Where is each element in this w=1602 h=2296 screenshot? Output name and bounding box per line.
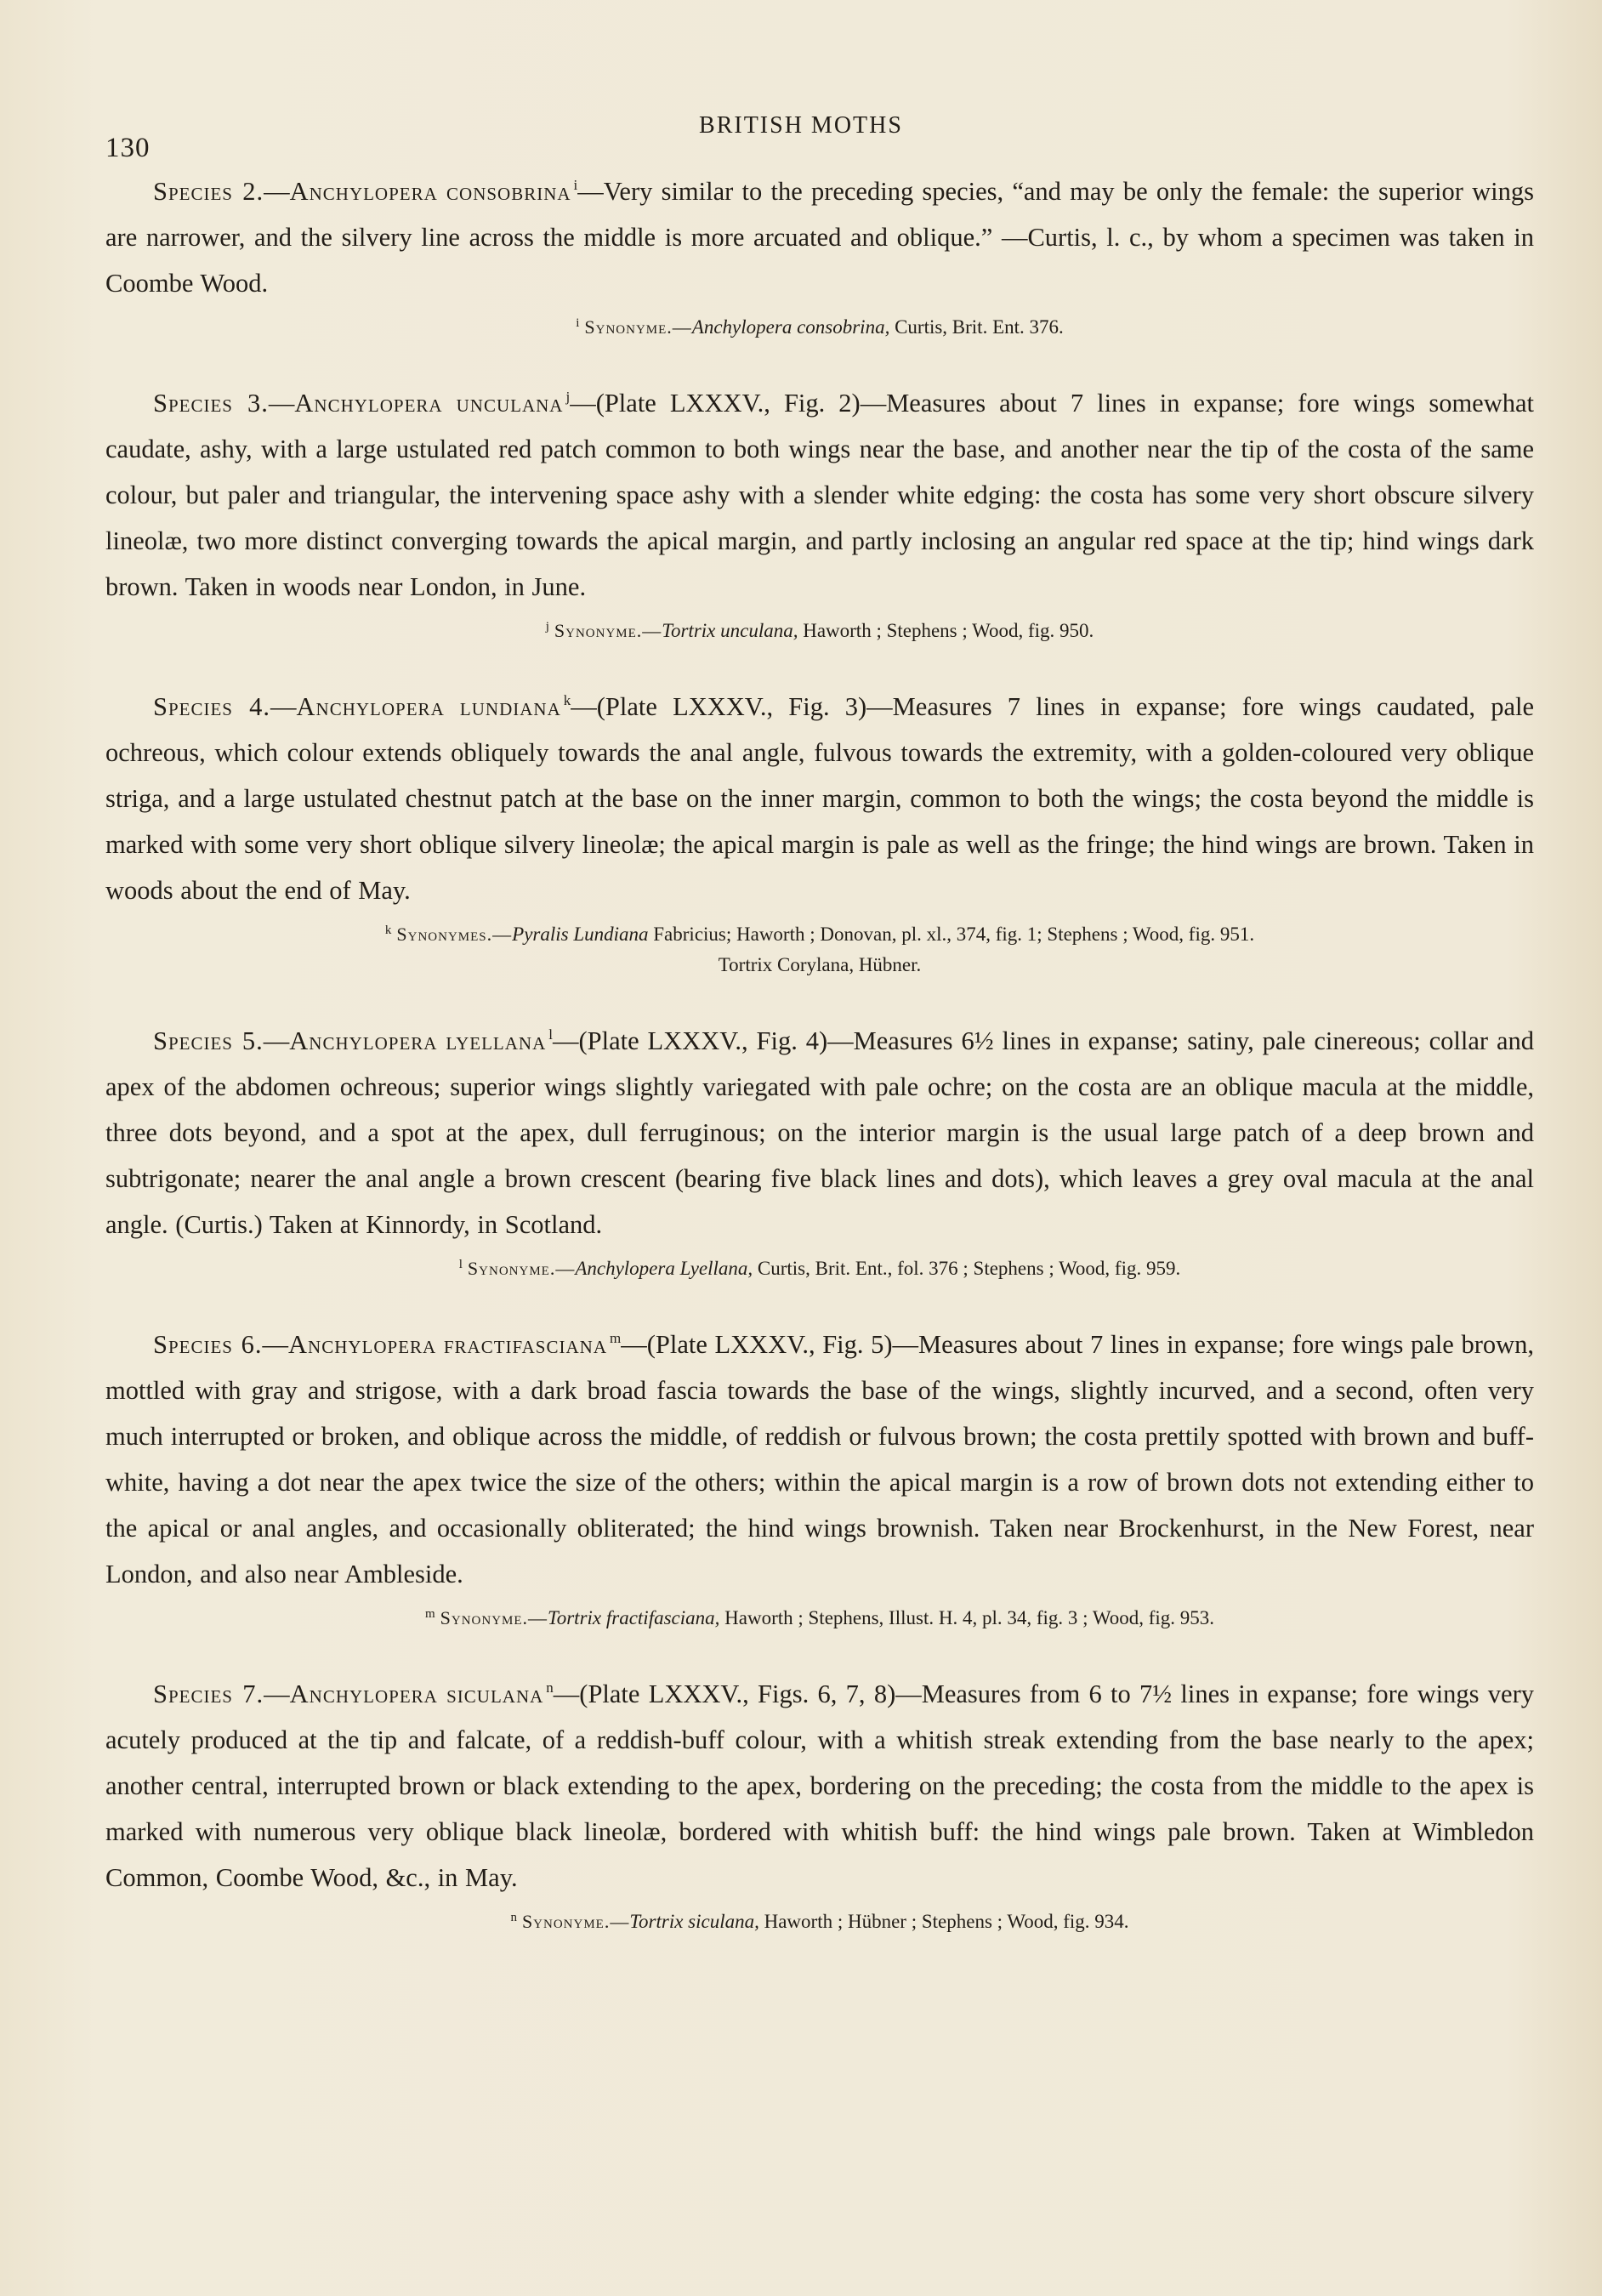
genus-name: Anchylopera — [288, 1330, 437, 1359]
synonym-taxon: Pyralis Lundiana — [512, 924, 649, 945]
page-body — [105, 168, 1534, 1975]
description-text: —Very similar to the preceding species, “and may be only the female: the superior wings are narrower, and the silvery line across the middle is more arcuated and oblique.” —Curtis, l. c., by whom a specimen was taken in Coombe Wood. — [105, 177, 1534, 298]
species-name: siculana — [446, 1679, 544, 1708]
synonym-taxon: Tortrix fractifasciana, — [548, 1607, 720, 1628]
species-number: Species 7. — [153, 1679, 264, 1708]
running-head — [0, 112, 1602, 163]
description-text: —(Plate LXXXV., Fig. 3)—Measures 7 lines in expanse; fore wings caudated, pale ochreous, which colour extends obliquely towards the anal angle, fulvous towards the extremity, with a golden-coloured very oblique striga, and a large ustulated chestnut patch at the base on the inner margin, common to both the wings; the costa beyond the middle is marked with some very short oblique silvery lineolæ; the apical margin is pale as well as the fringe; the hind wings are brown. Taken in woods about the end of May. — [105, 692, 1535, 905]
description-text: —(Plate LXXXV., Fig. 5)—Measures about 7 lines in expanse; fore wings pale brown, mottled with gray and strigose, with a dark broad fascia towards the base of the wings, slightly incurved, and a second, often very much interrupted or broken, and oblique across the middle, of reddish or fulvous brown; the costa prettily spotted with brown and buff-white, having a dot near the apex twice the size of the others; within the apical margin is a row of brown dots not extending either to the apical or anal angles, and occasionally obliterated; the hind wings brownish. Taken near Brockenhurst, in the New Forest, near London, and also near Ambleside. — [105, 1330, 1535, 1588]
species-description: Species 2.—Anchylopera consobrina $^i$—Very similar to the preceding species, “and may be only the female: the superior wings are narrower, and the silvery line across the middle is more arcuated and oblique.” —Curtis, l. c., by whom a specimen was taken in Coombe Wood. — [105, 177, 1534, 298]
genus-name: Anchylopera — [289, 1679, 438, 1708]
synonym-taxon: Tortrix siculana, — [629, 1911, 759, 1932]
synonym-references: Fabricius; Haworth ; Donovan, pl. xl., 374, fig. 1; Stephens ; Wood, fig. 951. — [648, 924, 1255, 945]
species-entry — [105, 1018, 1534, 1284]
synonymy-footnote — [105, 915, 1534, 980]
synonym-label: Synonymes.— — [396, 924, 513, 945]
species-entry — [105, 380, 1534, 646]
synonym-label: Synonyme.— — [467, 1258, 576, 1279]
synonymy-footnote — [105, 1902, 1534, 1937]
species-entry — [105, 684, 1534, 980]
synonymy-footnote — [105, 308, 1534, 343]
species-name: unculana — [456, 389, 564, 418]
species-name: lundiana — [459, 692, 561, 721]
footnote-mark: i — [576, 316, 580, 330]
species-entry — [105, 1321, 1534, 1634]
species-name: lyellana — [446, 1026, 547, 1055]
synonym-label: Synonyme.— — [554, 620, 662, 641]
description-text: —(Plate LXXXV., Fig. 4)—Measures 6½ lines in expanse; satiny, pale cinereous; collar and apex of the abdomen ochreous; superior wings slightly variegated with pale ochre; on the costa are an oblique macula at the middle, three dots beyond, and a spot at the apex, dull ferruginous; on the interior margin is the usual large patch of a deep brown and subtrigonate; nearer the anal angle a brown crescent (bearing five black lines and dots), which leaves a grey oval macula at the anal angle. (Curtis.) Taken at Kinnordy, in Scotland. — [105, 1026, 1534, 1239]
synonym-references: Haworth ; Stephens, Illust. H. 4, pl. 34, fig. 3 ; Wood, fig. 953. — [719, 1607, 1215, 1628]
species-number: Species 6. — [153, 1330, 263, 1359]
footnote-mark: j — [565, 389, 571, 405]
synonym-references: Curtis, Brit. Ent., fol. 376 ; Stephens ; Wood, fig. 959. — [753, 1258, 1181, 1279]
footnote-mark: j — [545, 620, 549, 634]
species-description: Species 7.—Anchylopera siculana $^n$—(Plate LXXXV., Figs. 6, 7, 8)—Measures from 6 to 7½ lines in expanse; fore wings very acutely produced at the tip and falcate, of a reddish-buff colour, with a whitish streak extending from the base nearly to the apex; another central, interrupted brown or black extending to the apex, bordering on the preceding; the costa from the middle to the apex is marked with numerous very oblique black lineolæ, bordered with whitish buff: the hind wings pale brown. Taken at Wimbledon Common, Coombe Wood, &c., in May. — [105, 1679, 1534, 1892]
species-number: Species 4. — [153, 692, 271, 721]
footnote-mark: m — [424, 1607, 435, 1621]
synonym-label: Synonyme.— — [440, 1607, 548, 1628]
synonym-taxon: Anchylopera consobrina, — [691, 316, 890, 338]
running-title: BRITISH MOTHS — [699, 112, 903, 139]
species-description: Species 5.—Anchylopera lyellana $^l$—(Plate LXXXV., Fig. 4)—Measures 6½ lines in expanse; satiny, pale cinereous; collar and apex of the abdomen ochreous; superior wings slightly variegated with pale ochre; on the costa are an oblique macula at the middle, three dots beyond, and a spot at the apex, dull ferruginous; on the interior margin is the usual large patch of a deep brown and subtrigonate; nearer the anal angle a brown crescent (bearing five black lines and dots), which leaves a grey oval macula at the anal angle. (Curtis.) Taken at Kinnordy, in Scotland. — [105, 1026, 1534, 1239]
species-number: Species 5. — [153, 1026, 264, 1055]
synonymy-footnote — [105, 1249, 1534, 1284]
species-description: Species 4.—Anchylopera lundiana $^k$—(Plate LXXXV., Fig. 3)—Measures 7 lines in expanse; fore wings caudated, pale ochreous, which colour extends obliquely towards the anal angle, fulvous towards the extremity, with a golden-coloured very oblique striga, and a large ustulated chestnut patch at the base on the inner margin, common to both the wings; the costa beyond the middle is marked with some very short oblique silvery lineolæ; the apical margin is pale as well as the fringe; the hind wings are brown. Taken in woods about the end of May. — [105, 692, 1535, 905]
species-entry — [105, 168, 1534, 343]
synonym-taxon: Tortrix unculana, — [662, 620, 798, 641]
footnote-mark: l — [548, 1026, 553, 1043]
genus-name: Anchylopera — [289, 1026, 438, 1055]
page-number: 130 — [105, 133, 151, 163]
species-number: Species 2. — [153, 177, 264, 206]
footnote-mark: k — [384, 924, 392, 937]
synonym-references: Haworth ; Stephens ; Wood, fig. 950. — [798, 620, 1094, 641]
footnote-mark: m — [610, 1330, 622, 1346]
description-text: —(Plate LXXXV., Fig. 2)—Measures about 7 lines in expanse; fore wings somewhat caudate, ashy, with a large ustulated red patch common to both wings near the base, and another near the tip of the costa of the same colour, but paler and triangular, the intervening space ashy with a slender white edging: the costa has some very short obscure silvery lineolæ, two more distinct converging towards the apical margin, and partly inclosing an angular red space at the tip; hind wings dark brown. Taken in woods near London, in June. — [105, 389, 1534, 601]
synonym-taxon: Anchylopera Lyellana, — [575, 1258, 753, 1279]
genus-name: Anchylopera — [294, 389, 443, 418]
footnote-mark: i — [573, 177, 578, 193]
species-name: fractifasciana — [443, 1330, 607, 1359]
synonym-label: Synonyme.— — [584, 316, 692, 338]
species-name: consobrina — [446, 177, 571, 206]
footnote-mark: l — [458, 1258, 463, 1271]
synonym-references: Curtis, Brit. Ent. 376. — [889, 316, 1064, 338]
synonym-references: Haworth ; Hübner ; Stephens ; Wood, fig. 934. — [758, 1911, 1129, 1932]
genus-name: Anchylopera — [296, 692, 445, 721]
synonymy-footnote — [105, 611, 1534, 646]
species-entry — [105, 1671, 1534, 1937]
footnote-mark: n — [546, 1679, 554, 1696]
footnote-mark: k — [563, 692, 571, 708]
synonym-label: Synonyme.— — [521, 1911, 630, 1932]
synonym-line-2: Tortrix Corylana, Hübner. — [718, 954, 922, 975]
synonymy-footnote — [105, 1599, 1534, 1634]
footnote-mark: n — [510, 1911, 517, 1924]
genus-name: Anchylopera — [289, 177, 438, 206]
description-text: —(Plate LXXXV., Figs. 6, 7, 8)—Measures from 6 to 7½ lines in expanse; fore wings very acutely produced at the tip and falcate, of a reddish-buff colour, with a whitish streak extending from the base nearly to the apex; another central, interrupted brown or black extending to the apex, bordering on the preceding; the costa from the middle to the apex is marked with numerous very oblique black lineolæ, bordered with whitish buff: the hind wings pale brown. Taken at Wimbledon Common, Coombe Wood, &c., in May. — [105, 1679, 1534, 1892]
species-number: Species 3. — [153, 389, 269, 418]
species-description: Species 3.—Anchylopera unculana $^j$—(Plate LXXXV., Fig. 2)—Measures about 7 lines in expanse; fore wings somewhat caudate, ashy, with a large ustulated red patch common to both wings near the base, and another near the tip of the costa of the same colour, but paler and triangular, the intervening space ashy with a slender white edging: the costa has some very short obscure silvery lineolæ, two more distinct converging towards the apical margin, and partly inclosing an angular red space at the tip; hind wings dark brown. Taken in woods near London, in June. — [105, 389, 1534, 601]
species-description: Species 6.—Anchylopera fractifasciana $^m$—(Plate LXXXV., Fig. 5)—Measures about 7 lines in expanse; fore wings pale brown, mottled with gray and strigose, with a dark broad fascia towards the base of the wings, slightly incurved, and a second, often very much interrupted or broken, and oblique across the middle, of reddish or fulvous brown; the costa prettily spotted with brown and buff-white, having a dot near the apex twice the size of the others; within the apical margin is a row of brown dots not extending either to the apical or anal angles, and occasionally obliterated; the hind wings brownish. Taken near Brockenhurst, in the New Forest, near London, and also near Ambleside. — [105, 1330, 1535, 1588]
